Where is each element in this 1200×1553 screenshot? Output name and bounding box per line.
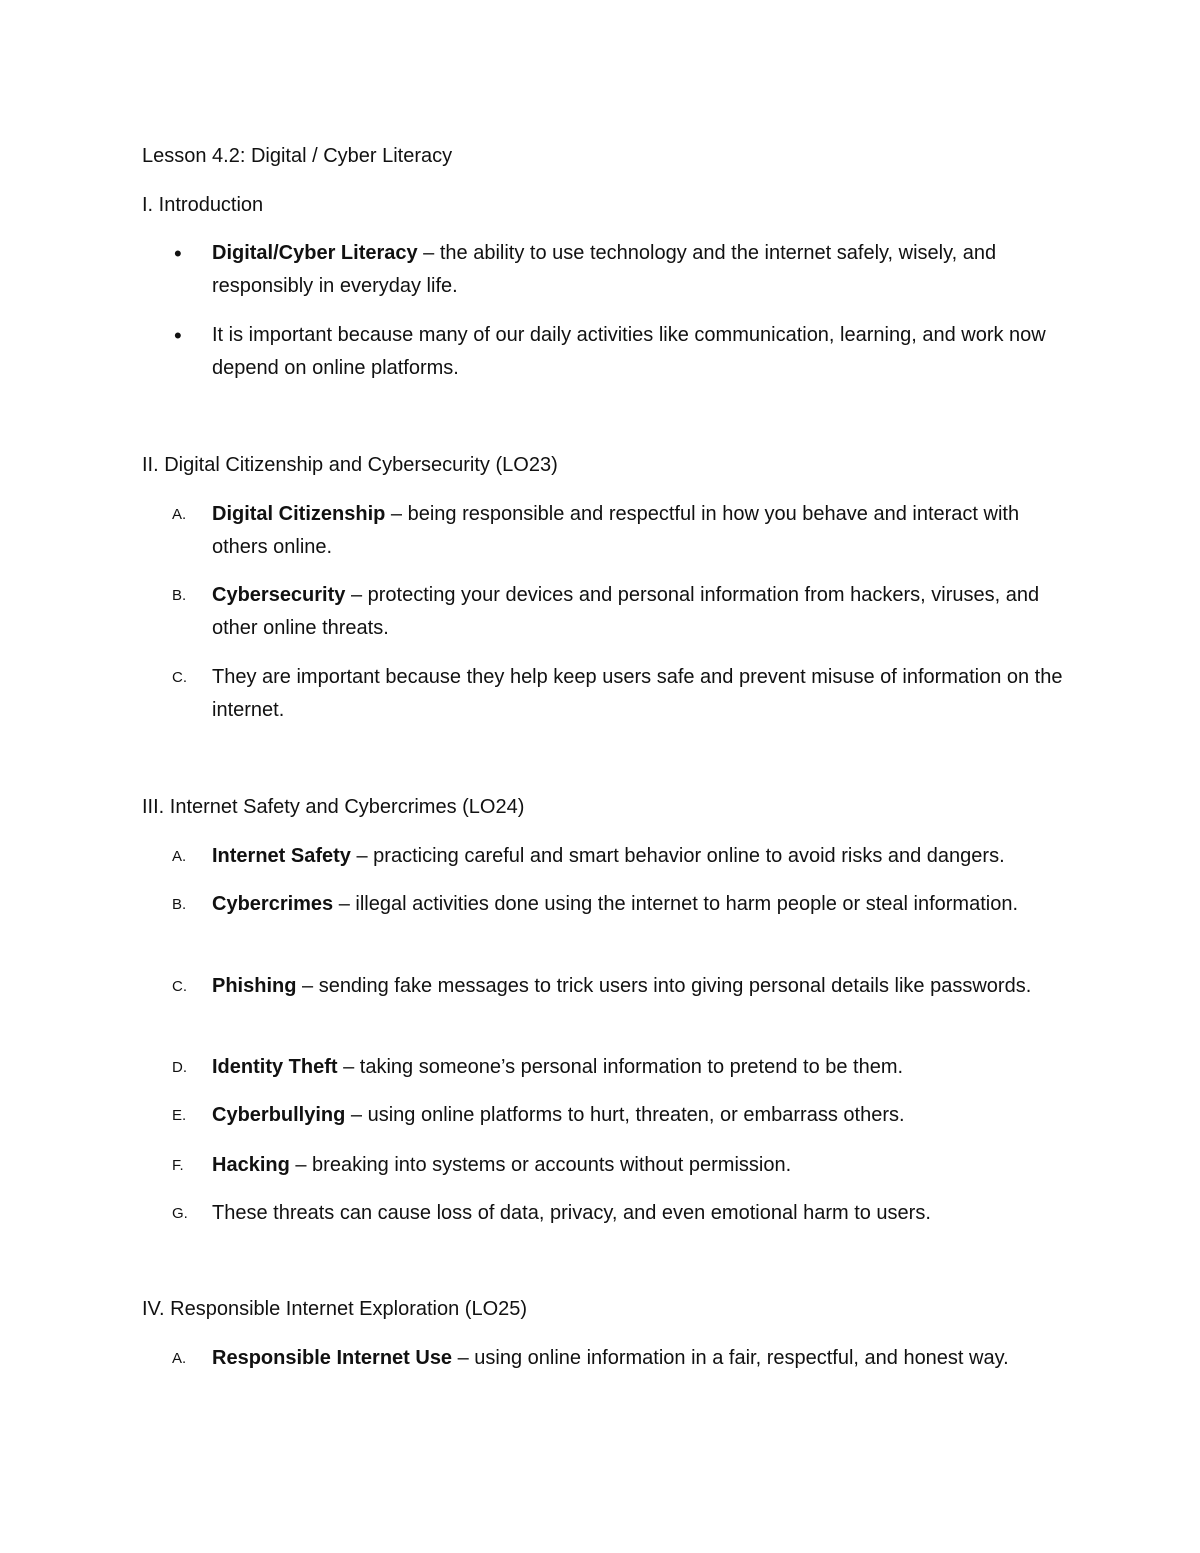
bullet-marker: • (174, 241, 182, 266)
list-letter-marker: C. (172, 978, 187, 995)
page-title: Lesson 4.2: Digital / Cyber Literacy (142, 145, 453, 167)
term-label: Cyberbullying (212, 1104, 346, 1126)
list-item-body (212, 319, 1072, 385)
list-letter-marker: B. (172, 896, 187, 913)
definition-text: – using online platforms to hurt, threaten, or embarrass others. (345, 1104, 905, 1126)
definition-text: They are important because they help keep users safe and prevent misuse of information on the internet. (212, 666, 1063, 721)
term-label: Digital Citizenship (212, 503, 386, 525)
definition-text: – the ability to use technology and the internet safely, wisely, and responsibly in everyday life. (212, 242, 997, 297)
list-item (172, 1051, 1072, 1084)
bullet-marker: • (174, 323, 182, 348)
definition-text: These threats can cause loss of data, privacy, and even emotional harm to users. (212, 1202, 931, 1224)
list-letter-marker: A. (172, 848, 187, 865)
list-item (172, 1197, 1072, 1230)
list-item (172, 1342, 1072, 1375)
list-item-body (212, 970, 1072, 1003)
list-item (172, 579, 1072, 645)
list-item (172, 840, 1072, 873)
term-label: Phishing (212, 975, 297, 997)
list-letter-marker: G. (172, 1205, 188, 1222)
list-item-body (212, 1149, 1072, 1182)
list-item (172, 1149, 1072, 1182)
list-item-body (212, 1051, 1072, 1084)
list-item-body (212, 579, 1072, 645)
list-item-body (212, 840, 1072, 873)
definition-text: – breaking into systems or accounts without permission. (289, 1154, 792, 1176)
list-letter-marker: A. (172, 1350, 187, 1367)
list-letter-marker: C. (172, 669, 187, 686)
definition-text: – protecting your devices and personal information from hackers, viruses, and other online threats. (212, 584, 1040, 639)
list-item-body (212, 1099, 1072, 1132)
list-item (172, 661, 1072, 727)
list-item (172, 888, 1072, 921)
definition-text: – taking someone’s personal information to pretend to be them. (337, 1056, 904, 1078)
list-letter-marker: A. (172, 506, 187, 523)
section-heading-digital-citizenship: II. Digital Citizenship and Cybersecurity (LO23) (142, 454, 558, 476)
list-item-body (212, 1197, 1072, 1230)
definition-text: It is important because many of our daily activities like communication, learning, and work now depend on online platforms. (212, 324, 1046, 379)
definition-text: – being responsible and respectful in how you behave and interact with others online. (212, 503, 1020, 558)
term-label: Digital/Cyber Literacy (212, 242, 418, 264)
term-label: Internet Safety (212, 845, 351, 867)
section-heading-responsible-exploration: IV. Responsible Internet Exploration (LO25) (142, 1298, 528, 1320)
term-label: Cybersecurity (212, 584, 346, 606)
definition-text: – sending fake messages to trick users into giving personal details like passwords. (296, 975, 1032, 997)
list-item (172, 319, 1072, 385)
list-item-body (212, 1342, 1072, 1375)
definition-text: – using online information in a fair, respectful, and honest way. (452, 1347, 1009, 1369)
term-label: Identity Theft (212, 1056, 338, 1078)
list-item (172, 1099, 1072, 1132)
term-label: Responsible Internet Use (212, 1347, 453, 1369)
list-item-body (212, 498, 1072, 564)
list-item-body (212, 661, 1072, 727)
list-letter-marker: F. (172, 1157, 184, 1174)
definition-text: – practicing careful and smart behavior online to avoid risks and dangers. (350, 845, 1005, 867)
list-item (172, 237, 1072, 303)
definition-text: – illegal activities done using the internet to harm people or steal information. (333, 893, 1019, 915)
section-heading-introduction: I. Introduction (142, 194, 264, 216)
list-item-body (212, 888, 1072, 921)
term-label: Hacking (212, 1154, 290, 1176)
term-label: Cybercrimes (212, 893, 334, 915)
list-item-body (212, 237, 1072, 303)
section-heading-internet-safety: III. Internet Safety and Cybercrimes (LO24) (142, 796, 525, 818)
list-letter-marker: B. (172, 587, 187, 604)
list-item (172, 498, 1072, 564)
list-letter-marker: D. (172, 1059, 187, 1076)
list-item (172, 970, 1072, 1003)
list-letter-marker: E. (172, 1107, 187, 1124)
